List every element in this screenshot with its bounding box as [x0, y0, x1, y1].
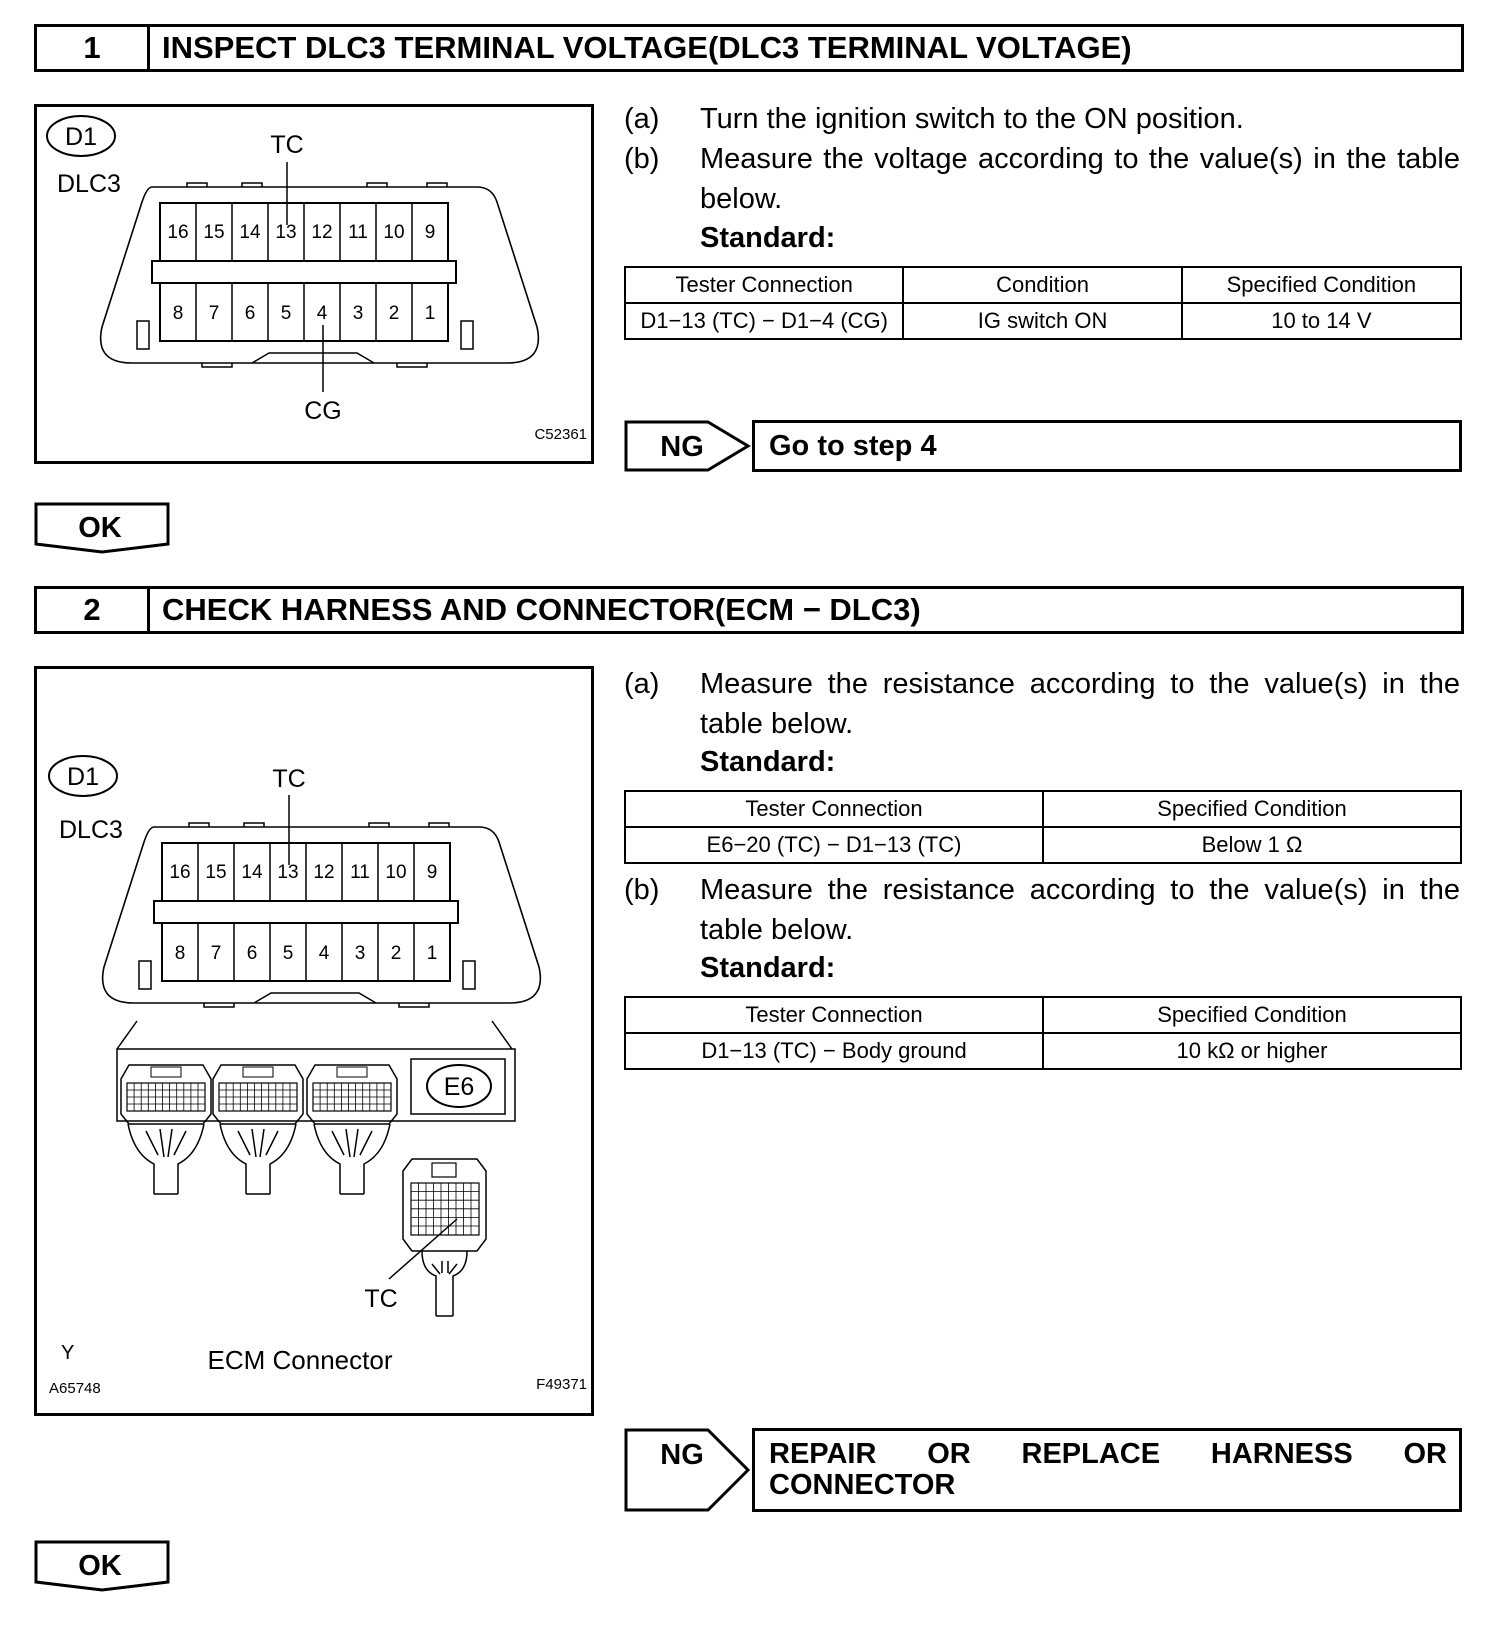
- table-header-row: [625, 267, 1461, 303]
- pin-number: 4: [318, 943, 330, 964]
- table-header: Specified Condition: [1043, 791, 1461, 827]
- table-row: [625, 827, 1461, 863]
- table-header: Tester Connection: [625, 997, 1043, 1033]
- table-cell: IG switch ON: [903, 303, 1181, 339]
- step2-ok-arrow[interactable]: [34, 1540, 172, 1592]
- pin-number: 2: [390, 943, 402, 964]
- cg-label: CG: [304, 397, 342, 425]
- ecm-mating-plug: [403, 1159, 486, 1316]
- pin-number: 6: [246, 943, 258, 964]
- bottom-key: [254, 993, 376, 1003]
- figure-code: C52361: [534, 426, 587, 443]
- ok-label: OK: [78, 1550, 122, 1582]
- ecm-connector-block: [307, 1065, 397, 1124]
- pin-number: 12: [311, 222, 333, 243]
- pin-number: 2: [388, 303, 400, 324]
- pin-number: 7: [210, 943, 222, 964]
- tc-label: TC: [272, 765, 306, 793]
- table-cell: 10 kΩ or higher: [1043, 1033, 1461, 1069]
- pin-number: 11: [350, 862, 370, 883]
- table-cell: Below 1 Ω: [1043, 827, 1461, 863]
- center-bar: [152, 261, 456, 283]
- step1-number: 1: [37, 27, 150, 69]
- step2-standard-a-label: Standard:: [700, 746, 836, 778]
- pin-number: 9: [424, 222, 436, 243]
- pin-number: 9: [426, 862, 438, 883]
- instruction-text: Turn the ignition switch to the ON position.: [700, 103, 1244, 135]
- dlc3-diagram: [37, 107, 591, 461]
- step2-figure: [34, 666, 594, 1416]
- instruction-label: (b): [624, 874, 660, 906]
- ng-action-text: Go to step 4: [769, 429, 937, 462]
- step2-spec-table-a: [624, 790, 1462, 864]
- ecm-wire-bundle: [128, 1124, 204, 1194]
- pin-number: 7: [208, 303, 220, 324]
- pin-number: 3: [352, 303, 364, 324]
- left-slot: [139, 961, 151, 989]
- right-slot: [461, 321, 473, 349]
- bottom-key: [252, 353, 374, 363]
- step2-ng-arrow[interactable]: [624, 1428, 752, 1512]
- pin-number: 15: [205, 862, 227, 883]
- tc-label: TC: [270, 131, 304, 159]
- step1-spec-table: [624, 266, 1462, 340]
- step1-ng-arrow[interactable]: [624, 420, 752, 472]
- ecm-wire-bundle: [220, 1124, 296, 1194]
- pin-number: 5: [282, 943, 294, 964]
- pin-number: 10: [385, 862, 407, 883]
- pin-number: 12: [313, 862, 335, 883]
- outline-notches: [187, 183, 447, 367]
- pin-number: 5: [280, 303, 292, 324]
- pin-number: 1: [424, 303, 436, 324]
- pin-number: 6: [244, 303, 256, 324]
- table-header: Specified Condition: [1043, 997, 1461, 1033]
- pin-number: 1: [426, 943, 438, 964]
- center-bar: [154, 901, 458, 923]
- ecm-tc-leader: [389, 1219, 457, 1279]
- ecm-tc-label: TC: [364, 1285, 398, 1313]
- step2-number: 2: [37, 589, 150, 631]
- step2-ng-action: [752, 1428, 1462, 1512]
- step1-header: [34, 24, 1464, 72]
- figure-code-right: F49371: [536, 1376, 587, 1393]
- pin-number: 13: [277, 862, 299, 883]
- ok-label: OK: [78, 512, 122, 544]
- pin-number: 14: [241, 862, 263, 883]
- step2-standard-b-label: Standard:: [700, 952, 836, 984]
- dlc3-ecm-diagram: [37, 669, 591, 1413]
- pin-number: 13: [275, 222, 297, 243]
- pin-number: 16: [167, 222, 189, 243]
- step2-header: [34, 586, 1464, 634]
- pin-number: 8: [174, 943, 186, 964]
- ecm-id: E6: [443, 1073, 475, 1101]
- pin-number: 8: [172, 303, 184, 324]
- table-cell: D1−13 (TC) − D1−4 (CG): [625, 303, 903, 339]
- instruction-label: (b): [624, 143, 660, 175]
- ng-label: NG: [660, 431, 704, 463]
- outline-notches: [189, 823, 449, 1007]
- step1-ng-action: [752, 420, 1462, 472]
- pin-number: 15: [203, 222, 225, 243]
- instruction-text: Measure the voltage according to the value(s) in the table below.: [700, 143, 1460, 215]
- ng-action-text: REPAIR OR REPLACE HARNESS OR CONNECTOR: [769, 1438, 1447, 1501]
- ecm-connector-drawing: [117, 1021, 515, 1316]
- left-slot: [137, 321, 149, 349]
- step1-standard-label: Standard:: [700, 222, 836, 254]
- connector-name: DLC3: [59, 816, 123, 844]
- table-header: Tester Connection: [625, 267, 903, 303]
- ecm-wire-bundle: [314, 1124, 390, 1194]
- ecm-caption: ECM Connector: [207, 1345, 393, 1375]
- pin-number: 11: [348, 222, 368, 243]
- step1-ok-arrow[interactable]: [34, 502, 172, 554]
- table-header-row: [625, 791, 1461, 827]
- y-mark: Y: [61, 1342, 75, 1364]
- step1-figure: [34, 104, 594, 464]
- instruction-text: Measure the resistance according to the value(s) in the table below.: [700, 668, 1460, 740]
- right-slot: [463, 961, 475, 989]
- table-cell: D1−13 (TC) − Body ground: [625, 1033, 1043, 1069]
- instruction-label: (a): [624, 668, 660, 700]
- connector-id: D1: [67, 763, 99, 791]
- table-cell: E6−20 (TC) − D1−13 (TC): [625, 827, 1043, 863]
- ng-label: NG: [660, 1439, 704, 1471]
- step2-title: CHECK HARNESS AND CONNECTOR(ECM − DLC3): [162, 592, 921, 627]
- step2-instruction-a: [624, 664, 1460, 744]
- pin-number: 14: [239, 222, 261, 243]
- connector-id: D1: [65, 123, 97, 151]
- step2-spec-table-b: [624, 996, 1462, 1070]
- instruction-label: (a): [624, 103, 660, 135]
- step1-title: INSPECT DLC3 TERMINAL VOLTAGE(DLC3 TERMINAL VOLTAGE): [162, 30, 1132, 65]
- pin-number: 3: [354, 943, 366, 964]
- pin-number: 16: [169, 862, 191, 883]
- table-cell: 10 to 14 V: [1182, 303, 1461, 339]
- figure-code-left: A65748: [49, 1380, 101, 1397]
- instruction-text: Measure the resistance according to the value(s) in the table below.: [700, 874, 1460, 946]
- pin-number: 4: [316, 303, 328, 324]
- table-row: [625, 303, 1461, 339]
- table-header: Specified Condition: [1182, 267, 1461, 303]
- table-row: [625, 1033, 1461, 1069]
- connector-name: DLC3: [57, 170, 121, 198]
- table-header-row: [625, 997, 1461, 1033]
- step2-instruction-b: [624, 870, 1460, 950]
- ecm-connector-block: [121, 1065, 211, 1124]
- ecm-connector-block: [213, 1065, 303, 1124]
- pin-number: 10: [383, 222, 405, 243]
- table-header: Condition: [903, 267, 1181, 303]
- table-header: Tester Connection: [625, 791, 1043, 827]
